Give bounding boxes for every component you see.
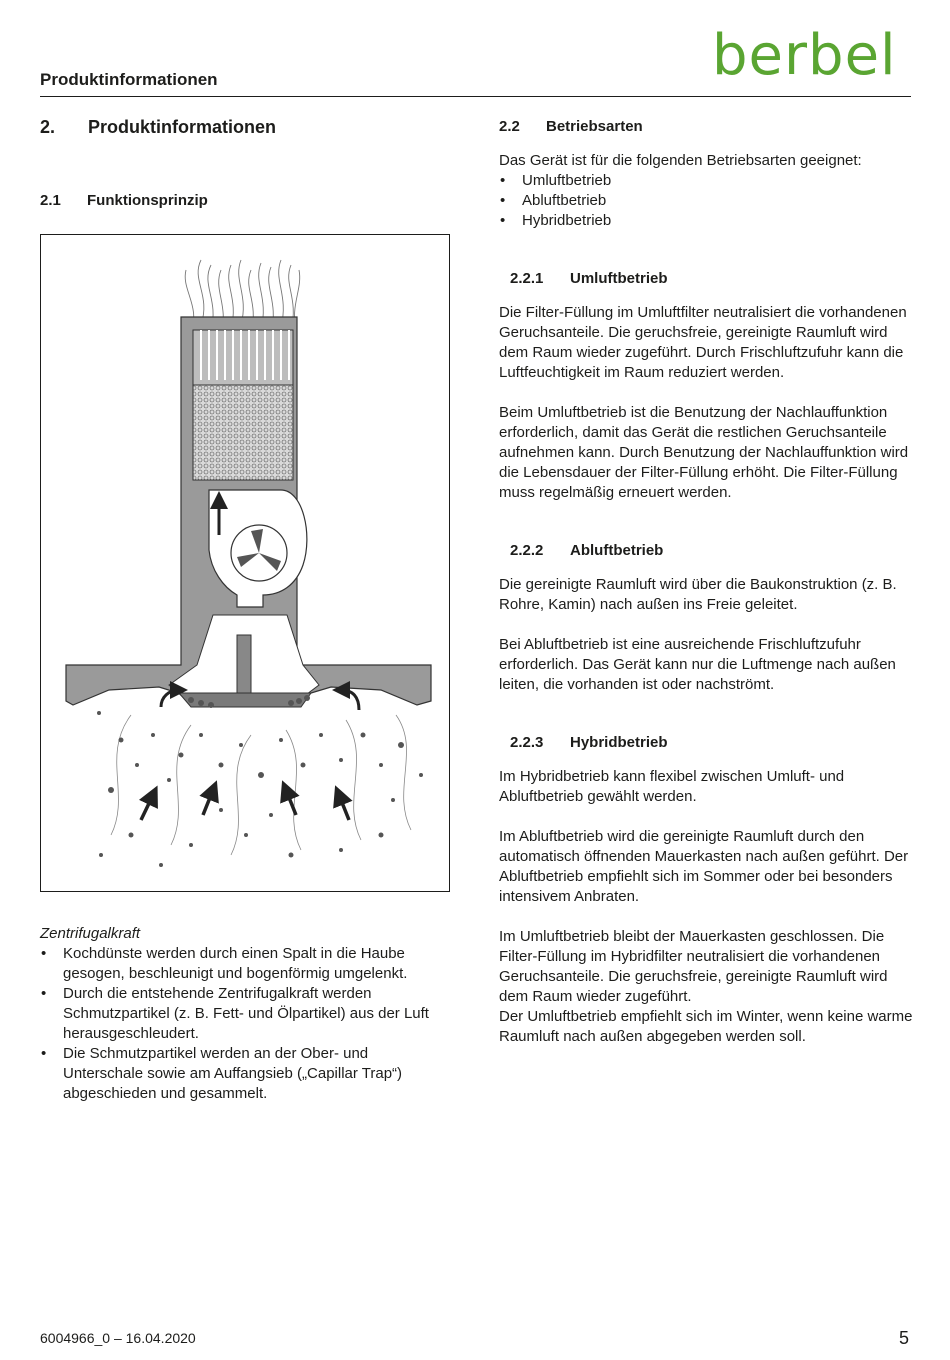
list-item: • Die Schmutzpartikel werden an der Ober- und Unterschale sowie am Auffangsieb („Capillar Trap“) abgeschieden und gesammelt. [40,1044,440,1104]
section-heading [40,117,276,138]
document-id: 6004966_0 – 16.04.2020 [40,1330,196,1346]
section-number: 2. [40,117,56,137]
abluft-paragraph-2: Bei Abluftbetrieb ist eine ausreichende Frischluftzufuhr erforderlich. Das Gerät kann nur die Luftmenge nach außen leiten, die vorhanden ist oder nachströmt. [499,636,896,693]
subsubsection-title: Umluftbetrieb [570,270,668,287]
list-item: • Abluftbetrieb [499,191,919,211]
carbon-filter [193,385,293,480]
subsubsection-title: Hybridbetrieb [570,734,668,751]
modes-list [499,171,919,231]
berbel-logo: berbel [712,23,897,88]
header-divider [40,96,911,97]
hybrid-paragraph-1: Im Hybridbetrieb kann flexibel zwischen Umluft- und Abluftbetrieb gewählt werden. [499,768,845,805]
vapour-lines [111,715,411,855]
subsection-title: Betriebsarten [546,118,643,135]
subsection-title: Funktionsprinzip [87,192,208,209]
figure-caption: Zentrifugalkraft [40,925,141,942]
subsubsection-number: 2.2.1 [510,270,544,287]
subsubsection-number: 2.2.3 [510,734,544,751]
subsection-number: 2.1 [40,192,61,209]
grease-particles [97,695,423,867]
umluft-paragraph-1: Die Filter-Füllung im Umluftfilter neutralisiert die vorhandenen Geruchsanteile. Die geruchsfreie, gereinigte Raumluft wird dem Raum wieder zugeführt. Durch Frischluftzufuhr kann die Luftfeuchtigkeit im Raum reduziert werden. [499,304,907,381]
function-principle-figure [40,234,450,892]
abluft-paragraph-1: Die gereinigte Raumluft wird über die Baukonstruktion (z. B. Rohre, Kamin) nach außen ins Freie geleitet. [499,576,897,613]
subsubsection-heading-2-2-1 [510,270,668,287]
subsubsection-heading-2-2-2 [510,542,663,559]
subsubsection-number: 2.2.2 [510,542,544,559]
list-item: • Umluftbetrieb [499,171,919,191]
page-number: 5 [899,1328,910,1348]
umluft-paragraph-2: Beim Umluftbetrieb ist die Benutzung der Nachlauffunktion erforderlich, damit das Gerät die restlichen Geruchsanteile aufnehmen kann. Durch Benutzung der Nachlauffunktion wird die Lebensdauer der Filter-Füllung erhöht. Die Filter-Füllung muss regelmäßig erneuert werden. [499,404,909,501]
subsubsection-title: Abluftbetrieb [570,542,664,559]
intake-arrow-right [341,690,359,710]
hybrid-paragraph-2: Im Abluftbetrieb wird die gereinigte Raumluft durch den automatisch öffnenden Mauerkasten nach außen geführt. Der Abluftbetrieb empfiehlt sich im Sommer oder bei besonders intensivem Anbraten. [499,828,909,905]
running-header: Produktinformationen [40,70,218,89]
subsubsection-heading-2-2-3 [510,734,668,751]
modes-intro: Das Gerät ist für die folgenden Betriebsarten geeignet: [499,152,862,169]
subsection-heading-2-2 [499,118,643,135]
centrifugal-hood-diagram [41,235,449,891]
list-item: • Kochdünste werden durch einen Spalt in die Haube gesogen, beschleunigt und bogenförmig umgelenkt. [40,944,440,984]
hybrid-paragraph-4: Der Umluftbetrieb empfiehlt sich im Winter, wenn keine warme Raumluft nach außen abgegeben werden soll. [499,1008,913,1045]
capillar-trap [237,635,251,695]
principle-bullet-list [40,944,440,1104]
hybrid-paragraph-3: Im Umluftbetrieb bleibt der Mauerkasten geschlossen. Die Filter-Füllung im Hybridfilter neutralisiert die vorhandenen Geruchsanteile. Die geruchsfreie, gereinigte Raumluft wird dem Raum wieder zugeführt. [499,928,888,1005]
subsection-heading-2-1 [40,192,208,209]
list-item: • Hybridbetrieb [499,211,919,231]
list-item: • Durch die entstehende Zentrifugalkraft werden Schmutzpartikel (z. B. Fett- und Ölpartikel) aus der Luft herausgeschleudert. [40,984,440,1044]
subsection-number: 2.2 [499,118,520,135]
rising-arrows [141,790,349,820]
section-title: Produktinformationen [88,117,276,137]
